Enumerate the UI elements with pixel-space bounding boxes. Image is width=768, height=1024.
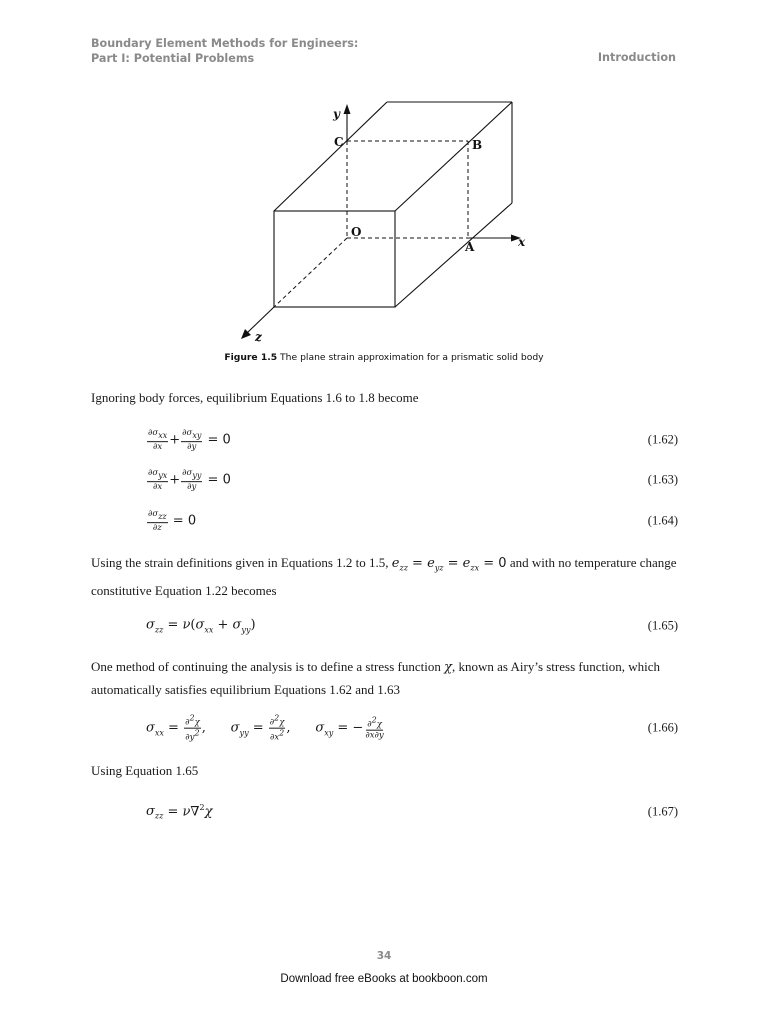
paragraph-2-end: and with no temperature change constitutive Equation 1.22 becomes bbox=[91, 555, 677, 598]
book-title-line1: Boundary Element Methods for Engineers: bbox=[91, 37, 359, 50]
equation-1-62: $\frac{\partial\sigma_{xx}}{\partial x}$ + $\frac{\partial\sigma_{xy}}{\partial y}$ = 0 (1.62) bbox=[148, 428, 678, 452]
airy-chi-symbol: χ bbox=[444, 660, 452, 675]
equation-1-67: $\sigma_{zz} = \nu\nabla^2\chi$ (1.67) bbox=[146, 803, 678, 821]
equation-1-66: $\sigma_{xx}$ = $\frac{\partial^2\chi}{\partial y^2}$ , $\sigma_{yy}$ = $\frac{\partial^2\chi}{\partial x^2}$ , $\sigma_{xy}$ = − $\frac{\partial^2\chi}{\partial x\partial y}$ (1.66) bbox=[146, 713, 678, 743]
equation-1-63: $\frac{\partial\sigma_{yx}}{\partial x}$ + $\frac{\partial\sigma_{yy}}{\partial y}$ = 0 (1.63) bbox=[148, 468, 678, 492]
paragraph-2-start: Using the strain definitions given in Equations 1.2 to 1.5, bbox=[91, 555, 392, 570]
edge bbox=[274, 102, 387, 211]
prism-figure bbox=[230, 100, 550, 350]
hidden-edge bbox=[274, 238, 347, 307]
front-face bbox=[274, 211, 395, 307]
strain-condition: $e_{zz} = e_{yz} = e_{zx} = 0$ bbox=[391, 556, 507, 573]
equation-number: (1.63) bbox=[647, 472, 678, 487]
label-x: x bbox=[518, 235, 526, 249]
paragraph-4: Using Equation 1.65 bbox=[91, 763, 199, 778]
equation-number: (1.64) bbox=[647, 513, 678, 528]
equation-1-64: $\frac{\partial\sigma_{zz}}{\partial z}$ = 0 (1.64) bbox=[148, 509, 678, 533]
book-title-line2: Part I: Potential Problems bbox=[91, 52, 255, 65]
label-C: C bbox=[334, 135, 344, 149]
page-number: 34 bbox=[376, 950, 392, 962]
edge bbox=[395, 203, 512, 307]
equation-number: (1.65) bbox=[647, 618, 678, 633]
label-z: z bbox=[255, 330, 262, 344]
caption-label: Figure 1.5 bbox=[224, 352, 278, 363]
paragraph-3-start: One method of continuing the analysis is to define a stress function bbox=[91, 659, 445, 674]
label-B: B bbox=[472, 138, 483, 152]
equation-number: (1.67) bbox=[647, 804, 678, 819]
paragraph-3 bbox=[91, 656, 677, 701]
running-header-title bbox=[91, 36, 358, 66]
y-axis-arrowhead bbox=[344, 104, 351, 114]
edge bbox=[395, 102, 512, 211]
caption-text: The plane strain approximation for a prismatic solid body bbox=[277, 352, 544, 363]
label-A: A bbox=[465, 240, 475, 254]
paragraph-1: Ignoring body forces, equilibrium Equations 1.6 to 1.8 become bbox=[91, 390, 419, 405]
equation-number: (1.66) bbox=[647, 720, 678, 735]
paragraph-2 bbox=[91, 552, 677, 602]
paragraph-3-end: , known as Airy’s stress function, which automatically satisfies equilibrium Equations 1.62 and 1.63 bbox=[91, 659, 660, 697]
equation-number: (1.62) bbox=[647, 432, 678, 447]
equation-1-65: $\sigma_{zz} = \nu(\sigma_{xx} + \sigma_{yy})$ (1.65) bbox=[146, 617, 678, 635]
footer-text[interactable]: Download free eBooks at bookboon.com bbox=[280, 973, 488, 985]
figure-caption bbox=[0, 352, 768, 363]
label-y: y bbox=[333, 107, 340, 121]
label-O: O bbox=[351, 225, 362, 239]
running-header-section: Introduction bbox=[597, 51, 676, 64]
